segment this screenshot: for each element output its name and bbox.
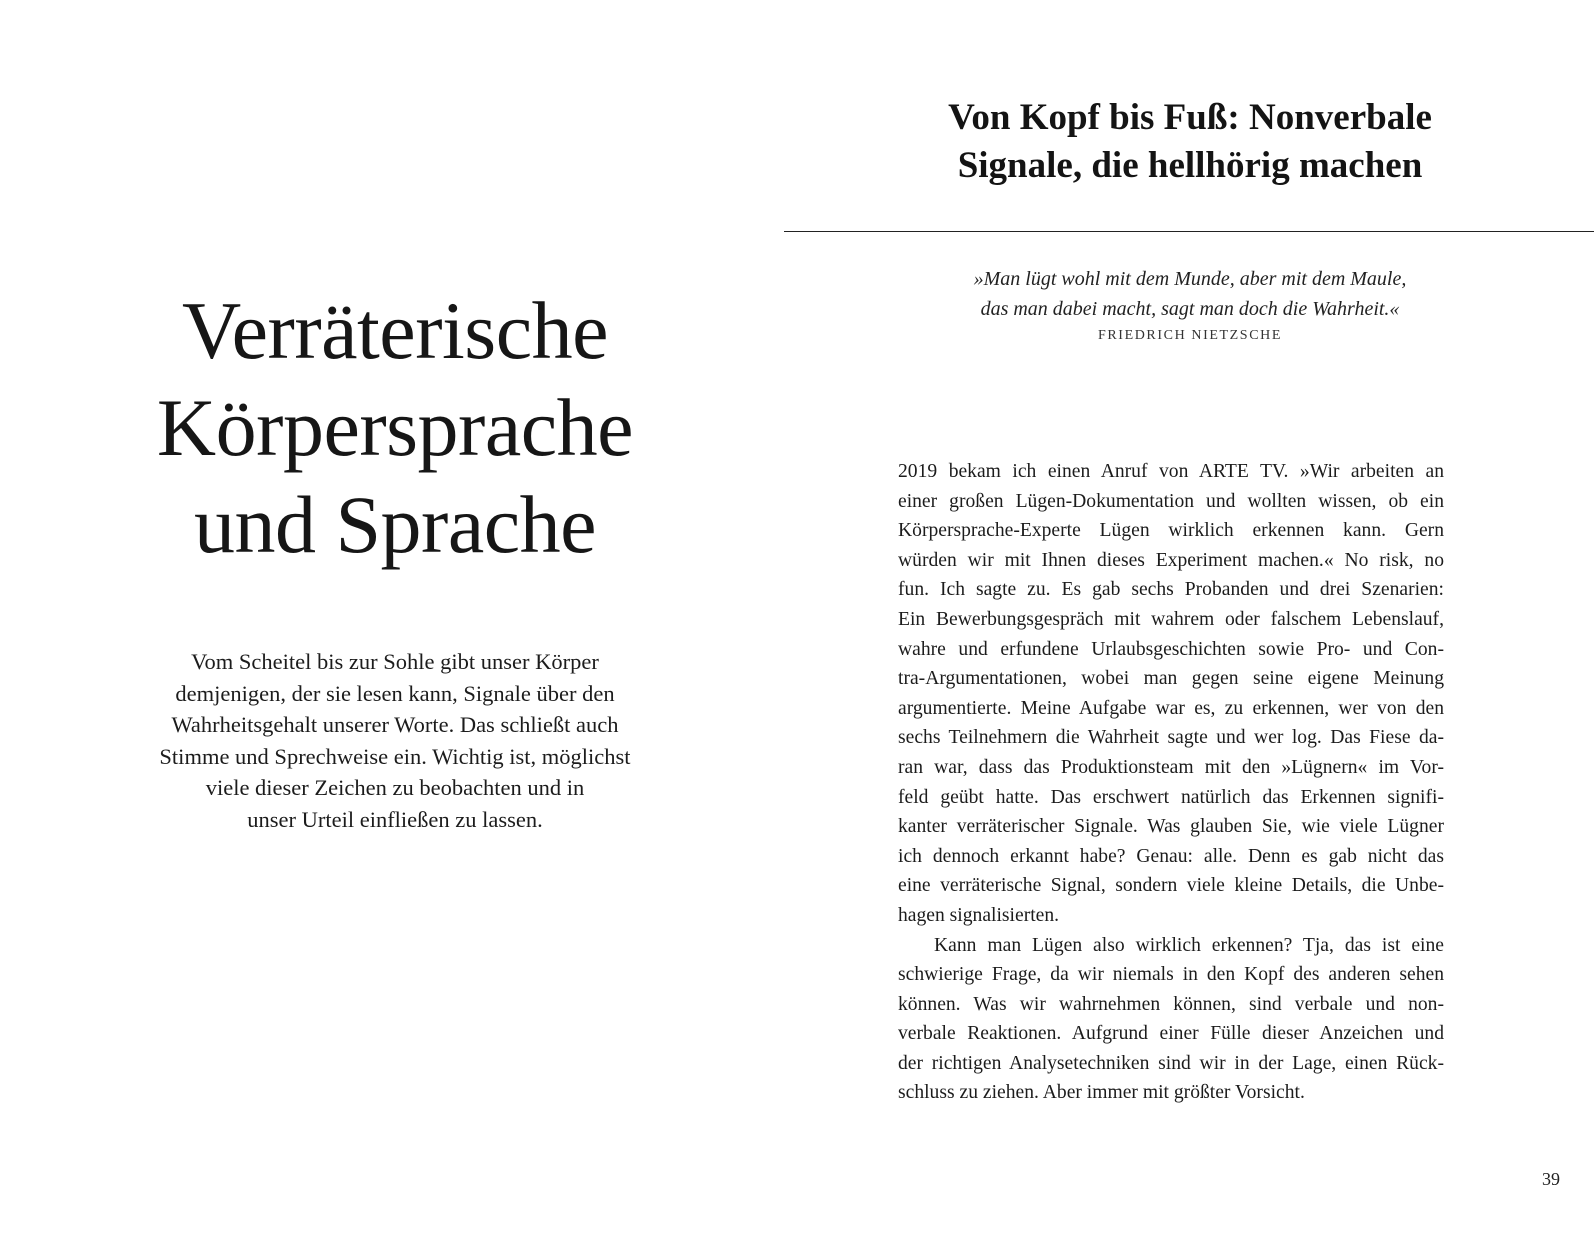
chapter-title — [80, 282, 710, 573]
text-line: sechs Teilnehmern die Wahrheit sagte und wer log. Das Fiese da- — [898, 727, 1444, 749]
text-line: Kann man Lügen also wirklich erkennen? Tja, das ist eine — [934, 934, 1444, 956]
section-title-line: Signale, die hellhörig machen — [957, 145, 1423, 186]
intro-line: unser Urteil einfließen zu lassen. — [247, 806, 543, 832]
text-line: Ein Bewerbungsgespräch mit wahrem oder falschem Lebenslauf, — [898, 608, 1444, 630]
chapter-title-line: Körpersprache — [156, 382, 634, 473]
text-line: würden wir mit Ihnen dieses Experiment machen.« No risk, no — [898, 549, 1444, 571]
text-line: argumentierte. Meine Aufgabe war es, zu erkennen, wer von den — [898, 697, 1444, 719]
text-line: eine verräterische Signal, sondern viele kleine Details, die Unbe- — [898, 875, 1444, 897]
text-line: können. Was wir wahrnehmen können, sind verbale und non- — [898, 993, 1444, 1015]
text-line: kanter verräterischer Signale. Was glauben Sie, wie viele Lügner — [898, 816, 1444, 838]
text-line: 2019 bekam ich einen Anruf von ARTE TV. »Wir arbeiten an — [898, 461, 1444, 482]
section-title — [890, 94, 1490, 190]
paragraph — [898, 457, 1444, 931]
right-page — [790, 0, 1594, 1240]
intro-line: Vom Scheitel bis zur Sohle gibt unser Körper — [191, 649, 599, 674]
text-line: schluss zu ziehen. Aber immer mit größter Vorsicht. — [898, 1082, 1305, 1104]
epigraph — [890, 264, 1490, 346]
text-line: tra-Argumentationen, wobei man gegen seine eigene Meinung — [898, 668, 1444, 690]
text-line: schwierige Frage, da wir niemals in den Kopf des anderen sehen — [898, 964, 1444, 986]
text-line: wahre und erfundene Urlaubsgeschichten sowie Pro- und Con- — [898, 638, 1444, 660]
text-line: verbale Reaktionen. Aufgrund einer Fülle dieser Anzeichen und — [898, 1023, 1444, 1045]
body-text — [898, 457, 1444, 1108]
epigraph-quote — [890, 264, 1490, 324]
chapter-title-line: Verräterische — [181, 285, 608, 376]
paragraph — [898, 931, 1444, 1109]
intro-line: viele dieser Zeichen zu beobachten und in — [205, 775, 585, 800]
intro-line: demjenigen, der sie lesen kann, Signale über den — [175, 680, 615, 706]
chapter-title-line: und Sprache — [193, 479, 597, 570]
text-line: ich dennoch erkannt habe? Genau: alle. Denn es gab nicht das — [898, 845, 1444, 867]
epigraph-author: FRIEDRICH NIETZSCHE — [1097, 328, 1282, 343]
text-line: einer großen Lügen-Dokumentation und wollten wissen, ob ein — [898, 490, 1444, 512]
epigraph-quote-line: »Man lügt wohl mit dem Munde, aber mit dem Maule, — [973, 268, 1407, 290]
text-line: feld geübt hatte. Das erschwert natürlich das Erkennen signifi- — [898, 786, 1444, 808]
text-line: ran war, dass das Produktionsteam mit den »Lügnern« im Vor- — [898, 756, 1444, 778]
left-page — [0, 0, 790, 1240]
intro-line: Wahrheitsgehalt unserer Worte. Das schließt auch — [171, 712, 619, 737]
intro-line: Stimme und Sprechweise ein. Wichtig ist, möglichst — [159, 743, 631, 769]
section-title-line: Von Kopf bis Fuß: Nonverbale — [948, 97, 1432, 138]
text-line: Körpersprache-Experte Lügen wirklich erkennen kann. Gern — [898, 520, 1444, 542]
page-number: 39 — [1542, 1169, 1560, 1189]
text-line: der richtigen Analysetechniken sind wir in der Lage, einen Rück- — [898, 1052, 1444, 1074]
chapter-intro — [130, 646, 660, 835]
text-line: fun. Ich sagte zu. Es gab sechs Probanden und drei Szenarien: — [898, 579, 1444, 601]
section-divider — [784, 231, 1594, 232]
text-line: hagen signalisierten. — [898, 904, 1060, 926]
epigraph-quote-line: das man dabei macht, sagt man doch die Wahrheit.« — [980, 298, 1400, 320]
